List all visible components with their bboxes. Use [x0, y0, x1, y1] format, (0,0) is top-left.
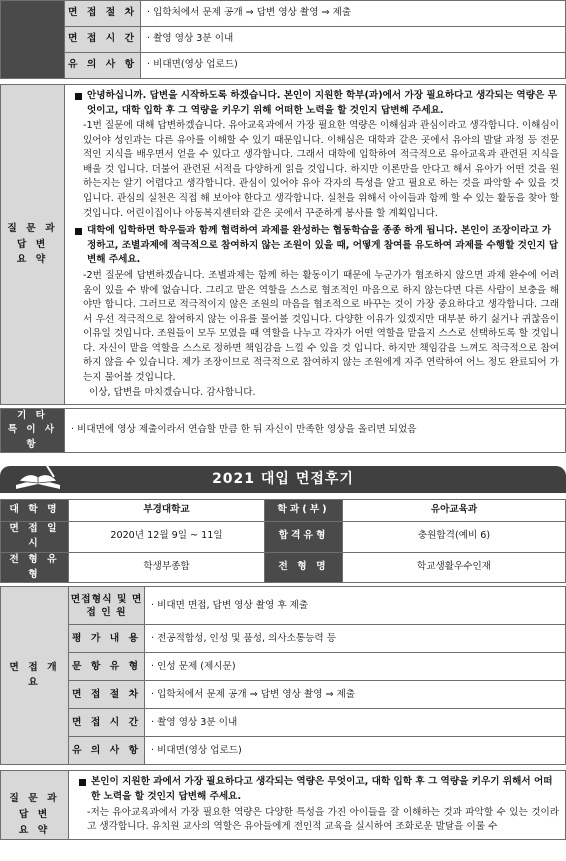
etc-label-line: 특 이 사 항	[7, 424, 58, 450]
result-value: 충원합격(예비 6)	[343, 521, 566, 552]
row-value: · 촬영 영상 3분 이내	[145, 709, 566, 737]
row-value: · 비대면(영상 업로드)	[145, 737, 566, 765]
adm-label: 전 형 명	[265, 552, 343, 583]
row-value: · 비대면(영상 업로드)	[141, 53, 566, 79]
univ-value: 부경대학교	[69, 499, 265, 521]
row-label: 유 의 사 항	[69, 737, 145, 765]
adm-value: 학교생활우수인재	[343, 552, 566, 583]
procedure-value: 입학처에서 문제 공개 ⇒ 답변 영상 촬영 ⇒ 제출	[157, 688, 356, 700]
qa-label-line: 요 약	[18, 824, 51, 836]
time-value: 촬영 영상 3분 이내	[157, 716, 238, 728]
format-value: 비대면 면접, 답변 영상 촬영 후 제출	[157, 599, 309, 611]
row-label: 면 접 절 차	[69, 681, 145, 709]
row-value: · 입학처에서 문제 공개 ⇒ 답변 영상 촬영 ⇒ 제출	[141, 1, 566, 27]
qa-content	[65, 85, 566, 405]
row-label: 면 접 절 차	[65, 1, 141, 27]
qa-label-line: 답 변	[16, 238, 49, 250]
procedure-value: 입학처에서 문제 공개 ⇒ 답변 영상 촬영 ⇒ 제출	[153, 7, 352, 19]
etc-value: · 비대면에 영상 제출이라서 연습할 만큼 한 뒤 자신이 만족한 영상을 올리면 되었음	[65, 409, 566, 453]
banner-title: 2021 대입 면접후기	[212, 470, 354, 487]
row-value: · 입학처에서 문제 공개 ⇒ 답변 영상 촬영 ⇒ 제출	[145, 681, 566, 709]
univ-label: 대 학 명	[1, 499, 69, 521]
dept-value: 유아교육과	[343, 499, 566, 521]
qa-label-line: 답 변	[18, 809, 51, 821]
notice-value: 비대면(영상 업로드)	[153, 59, 238, 71]
eval-value: 전공적합성, 인성 및 품성, 의사소통능력 등	[157, 632, 337, 644]
answer-2-closing: 이상, 답변을 마치겠습니다. 감사합니다.	[89, 386, 256, 398]
date-label: 면 접 일 시	[1, 521, 69, 552]
row-label: 면 접 시 간	[69, 709, 145, 737]
result-label: 합격유형	[265, 521, 343, 552]
overview-label: 면 접 개 요	[1, 587, 69, 765]
dept-label: 학과(부)	[265, 499, 343, 521]
date-value: 2020년 12월 9일 ~ 11일	[69, 521, 265, 552]
answer-1: -저는 유아교육과에서 가장 필요한 역량은 다양한 특성을 가진 아이들을 잘 이해하는 것과 파악할 수 있는 것이라고 생각합니다. 유치원 교사의 역할은 유아들에게 전인적 교육을 실시하여 조화로운 발달을 이룰 수	[87, 806, 559, 833]
etc-text: 비대면에 영상 제출이라서 연습할 만큼 한 뒤 자신이 만족한 영상을 올리면 되었음	[77, 424, 417, 436]
etc-label-line: 기 타	[17, 410, 48, 422]
question-1: 본인이 지원한 과에서 가장 필요하다고 생각되는 역량은 무엇이고, 대학 입학 후 그 역량을 키우기 위해서 어떠한 노력을 할 것인지 답변해 주세요.	[77, 775, 559, 804]
row-label: 면접형식 및 면 접 인 원	[69, 587, 145, 625]
qa-label-cell	[1, 85, 65, 405]
answer-1: -1번 질문에 대해 답변하겠습니다. 유아교육과에서 가장 필요한 역량은 이해심과 관심이라고 생각합니다. 이해심이 있어야 성인과는 다른 유아를 이해할 수 있기 때문입니다. 이해심은 대학과 같은 곳에서 유아의 발달 과정 등 전문적인 지식을 배우면서 얻을 수 있다고 생각합니다. 그래서 대학에 입학하여 적극적으로 유아교육과 관련된 지식을 배울 것 입니다. 더불어 관련된 서적을 다양하게 읽을 것입니다. 하지만 이론만을 안다고 해서 유아가 어떤 것을 원하는지는 알기 어렵다고 생각합니다. 관심이 있어야 유아 각자의 특성을 알고 필요로 하는 것을 파악할 수 있을 것입니다. 관심의 실천은 직접 해 보아야 한다고 생각합니다. 실천을 위해서 아이들과 함께 할 수 있는 활동을 찾아 할 것입니다. 어린이집이나 아동복지센터와 같은 곳에서 꾸준하게 봉사를 할 계획입니다.	[83, 120, 559, 219]
row-value: · 비대면 면접, 답변 영상 촬영 후 제출	[145, 587, 566, 625]
notice-value: 비대면(영상 업로드)	[157, 744, 242, 756]
time-value: 촬영 영상 3분 이내	[153, 33, 234, 45]
qa-label-cell	[1, 771, 69, 839]
row-value: · 촬영 영상 3분 이내	[141, 27, 566, 53]
overview-label-cell	[1, 1, 65, 79]
type-label: 전 형 유 형	[1, 552, 69, 583]
interview-info-table	[0, 499, 566, 840]
section-banner	[0, 466, 566, 493]
etc-label-cell	[1, 409, 65, 453]
row-label: 유 의 사 항	[65, 53, 141, 79]
row-label: 문 항 유 형	[69, 653, 145, 681]
qa-label-line: 요 약	[16, 254, 49, 266]
question-1: 안녕하십니까. 답변을 시작하도록 하겠습니다. 본인이 지원한 학부(과)에서 가장 필요하다고 생각되는 역량은 무엇이고, 대학 입학 후 그 역량을 키우기 위해 어떠한 노력을 할 것인지 답변해 주세요.	[73, 89, 559, 118]
row-value: · 인성 문제 (제시문)	[145, 653, 566, 681]
question-2: 대학에 입학하면 학우들과 함께 협력하여 과제를 완성하는 협동학습을 종종 하게 됩니다. 본인이 조장이라고 가정하고, 조별과제에 적극적으로 참여하지 않는 조원이 있을 때, 어떻게 참여를 유도하여 과제를 수행할 것인지 답변해 주세요.	[73, 224, 559, 268]
qa-content	[69, 771, 566, 839]
qa-label-line: 질 문 과	[9, 793, 60, 805]
type-value: 학생부종합	[69, 552, 265, 583]
row-label: 평 가 내 용	[69, 625, 145, 653]
answer-2: -2번 질문에 답변하겠습니다. 조별과제는 함께 하는 활동이기 때문에 누군가가 협조하지 않으면 과제 완수에 어려움이 있을 수 밖에 없습니다. 그리고 맡은 역할을 스스로 협조적인 마음으로 하지 않는다면 다른 사람이 보충을 해야만 합니다. 그러므로 적극적이지 않은 조원의 마음을 협조적으로 바꾸는 것이 가장 중요하다고 생각합니다. 그래서 우선 적극적으로 참여하지 않는 이유를 물어볼 것입니다. 다양한 이유가 있겠지만 대부분 하기 싫거나 귀찮음이 이유일 것입니다. 조원들이 모두 모였을 때 역할을 나누고 각자가 어떤 역할을 맡을지 스스로 선택하도록 할 것입니다. 자신이 맡을 역할을 스스로 정하면 책임감을 느낄 수 있을 것 입니다. 하지만 책임감을 느껴도 적극적으로 참여하지 않을 수 있습니다. 제가 조장이므로 적극적으로 참여하지 않는 조원에게 자주 연락하여 어느 정도 완료되어 가는지 물어볼 것입니다.	[83, 269, 559, 383]
question-type-value: 인성 문제 (제시문)	[157, 660, 236, 672]
row-label: 면 접 시 간	[65, 27, 141, 53]
qa-label-line: 질 문 과	[7, 223, 58, 235]
row-value: · 전공적합성, 인성 및 품성, 의사소통능력 등	[145, 625, 566, 653]
